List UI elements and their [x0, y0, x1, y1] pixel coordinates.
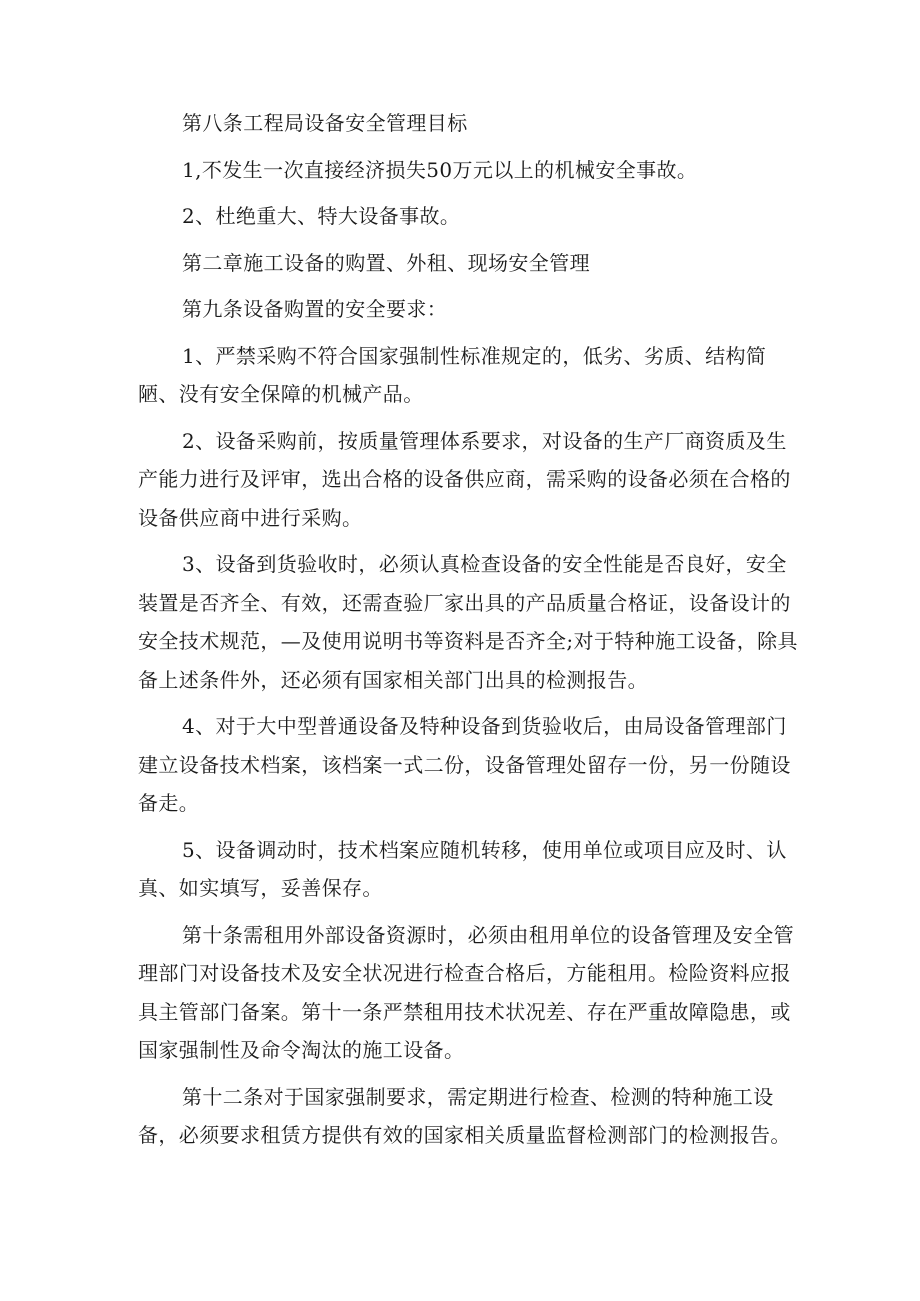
article-8-heading: 第八条工程局设备安全管理目标 [182, 111, 468, 135]
document-page [138, 104, 798, 1155]
goal-item-1: 1,不发生一次直接经济损失50万元以上的机械安全事故。 [182, 157, 698, 182]
chapter-2-heading: 第二章施工设备的购置、外租、现场安全管理 [182, 250, 590, 275]
purchase-item-3: 3、设备到货验收时，必须认真检查设备的安全性能是否良好，安全装置是否齐全、有效，还需查验厂家出具的产品质量合格证，设备设计的安全技术规范，—及使用说明书等资料是否齐全;对于特种施工设备，除具备上述条件外，还必须有国家相关部门出具的检测报告。 [138, 552, 798, 692]
purchase-item-2: 2、设备采购前，按质量管理体系要求，对设备的生产厂商资质及生产能力进行及评审，选出合格的设备供应商，需采购的设备必须在合格的设备供应商中进行采购。 [138, 428, 791, 530]
purchase-item-4: 4、对于大中型普通设备及特种设备到货验收后，由局设备管理部门建立设备技术档案，该档案一式二份，设备管理处留存一份，另一份随设备走。 [138, 714, 791, 815]
goal-item-2: 2、杜绝重大、特大设备事故。 [182, 204, 461, 228]
purchase-item-5: 5、设备调动时，技术档案应随机转移，使用单位或项目应及时、认真、如实填写，妥善保存。 [138, 837, 787, 900]
article-9-heading: 第九条设备购置的安全要求： [182, 297, 448, 321]
article-10-11: 第十条需租用外部设备资源时，必须由租用单位的设备管理及安全管理部门对设备技术及安全状况进行检查合格后，方能租用。检险资料应报具主管部门备案。第十一条严禁租用技术状况差、存在严重故障隐患，或国家强制性及命令淘汰的施工设备。 [138, 922, 794, 1062]
purchase-item-1: 1、严禁采购不符合国家强制性标准规定的，低劣、劣质、结构简陋、没有安全保障的机械产品。 [138, 343, 767, 406]
article-12: 第十二条对于国家强制要求，需定期进行检查、检测的特种施工设备，必须要求租赁方提供有效的国家相关质量监督检测部门的检测报告。 [138, 1084, 791, 1147]
